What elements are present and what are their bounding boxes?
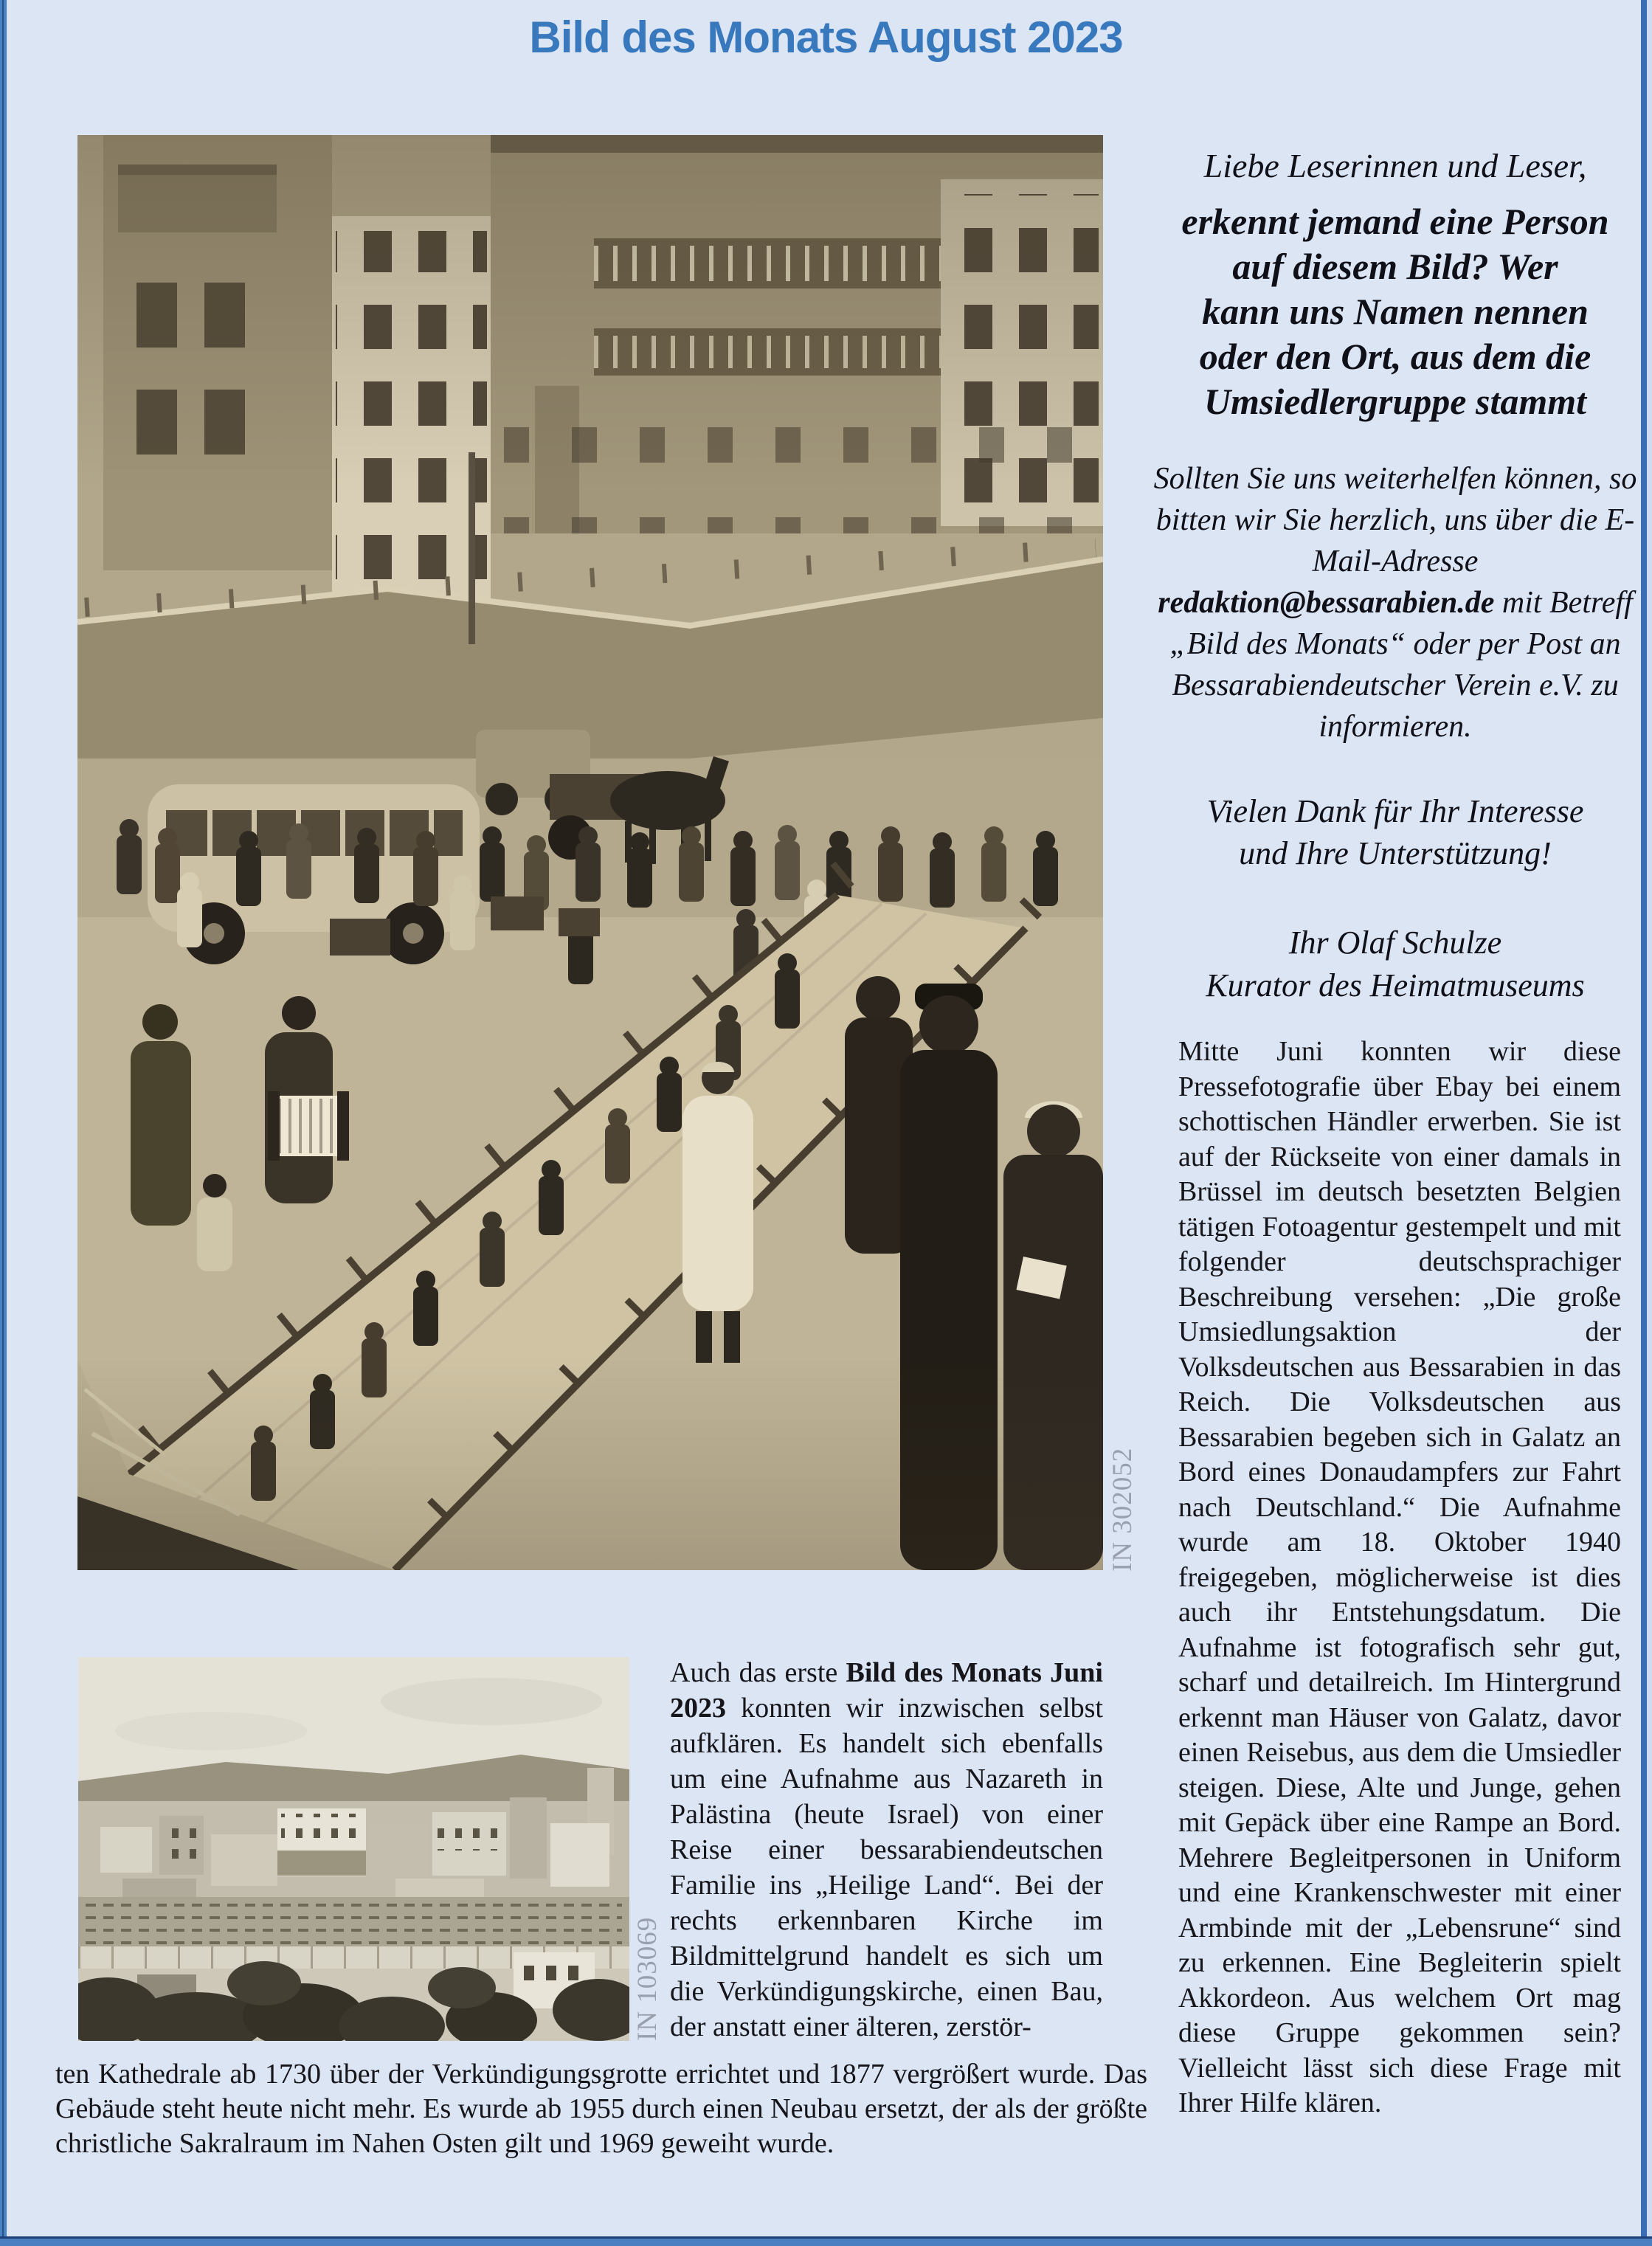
secondary-photo-illustration [78,1657,629,2041]
bottom-article-fullwidth: ten Kathedrale ab 1730 über der Verkündigungsgrotte errichtet und 1877 vergrößert wurde. Das Gebäude steht heute nicht mehr. Es wurde ab 1955 durch einen Neubau ersetzt, der als der größte christliche Sakralraum im Nahen Osten gilt und 1969 geweiht wurde. [55,2059,1147,2159]
letter-signature: Ihr Olaf Schulze [1288,925,1502,961]
letter-signature-block [1146,922,1645,1007]
letter-help-post: mit Betreff „Bild des Monats“ oder per Post an Bessarabiendeutscher Verein e.V. zu informieren. [1169,586,1633,744]
letter-question: erkennt jemand eine Person auf diesem Bild? Wer kann uns Namen nennen oder den Ort, aus dem die Umsiedlergruppe stammt [1181,201,1609,422]
letter-signature-role: Kurator des Heimatmuseums [1206,967,1585,1003]
email-address: redaktion@bessarabien.de [1158,586,1495,620]
letter-help-pre: Sollten Sie uns weiterhelfen können, so bitten wir Sie herzlich, uns über die E-Mail-Adresse [1153,462,1637,578]
bottom-article-lead-bold: Bild des Monats Juni 2023 [670,1657,1103,1724]
main-photo-label: IN 302052 [1107,1447,1138,1572]
right-article: Mitte Juni konnten wir diese Pressefotografie über Ebay bei einem schottischen Händler erwerben. Sie ist auf der Rückseite von einer damals in Brüssel im deutsch besetzten Belgien tätigen Fotoagentur gestempelt und mit folgender deutschsprachiger Beschreibung versehen: „Die große Umsiedlungsaktion der Volksdeutschen aus Bessarabien in das Reich. Die Volksdeutschen aus Bessarabien begeben sich in Galatz an Bord eines Donaudampfers zur Fahrt nach Deutschland.“ Die Aufnahme wurde am 18. Oktober 1940 freigegeben, möglicherweise ist dies auch ihr Entstehungsdatum. Die Aufnahme ist fotografisch sehr gut, scharf und detailreich. Im Hintergrund erkennt man Häuser von Galatz, davor einen Reisebus, aus dem die Umsiedler steigen. Diese, Alte und Junge, gehen mit Gepäck über eine Rampe an Bord. Mehrere Begleitpersonen in Uniform und eine Krankenschwester mit einer Armbinde mit der „Lebensrune“ sind zu erkennen. Eine Begleiterin spielt Akkordeon. Aus welchem Ort mag diese Gruppe gekommen sein? Vielleicht lässt sich diese Frage mit Ihrer Hilfe klären. [1178,1036,1621,2118]
secondary-photo-label: IN 103069 [632,1916,663,2041]
page-border-right-margin [1647,0,1652,2246]
main-photo-illustration [77,135,1103,1570]
page-title: Bild des Monats August 2023 [529,13,1123,62]
letter-salutation: Liebe Leserinnen und Leser, [1203,147,1587,184]
letter-thanks: Vielen Dank für Ihr Interesse und Ihre Unterstützung! [1206,793,1584,871]
bottom-article-column [670,1655,1103,2045]
page-border-bottom [0,2236,1652,2246]
page-border-left [0,0,7,2246]
letter-column [1146,145,1645,1007]
main-photo [77,135,1103,1570]
secondary-photo [78,1657,629,2041]
bottom-article-lead-pre: Auch das erste [670,1657,846,1688]
bottom-article-part1: konnten wir inzwischen selbst aufklären. Es handelt sich ebenfalls um eine Aufnahme aus Nazareth in Palästina (heute Israel) von einer Reise einer bessarabiendeutschen Familie ins „Heilige Land“. Bei der rechts erkennbaren Kirche im Bildmittelgrund handelt es sich um die Verkündigungskirche, einen Bau, der anstatt einer älteren, zerstör- [670,1693,1103,2042]
letter-help [1146,458,1645,747]
